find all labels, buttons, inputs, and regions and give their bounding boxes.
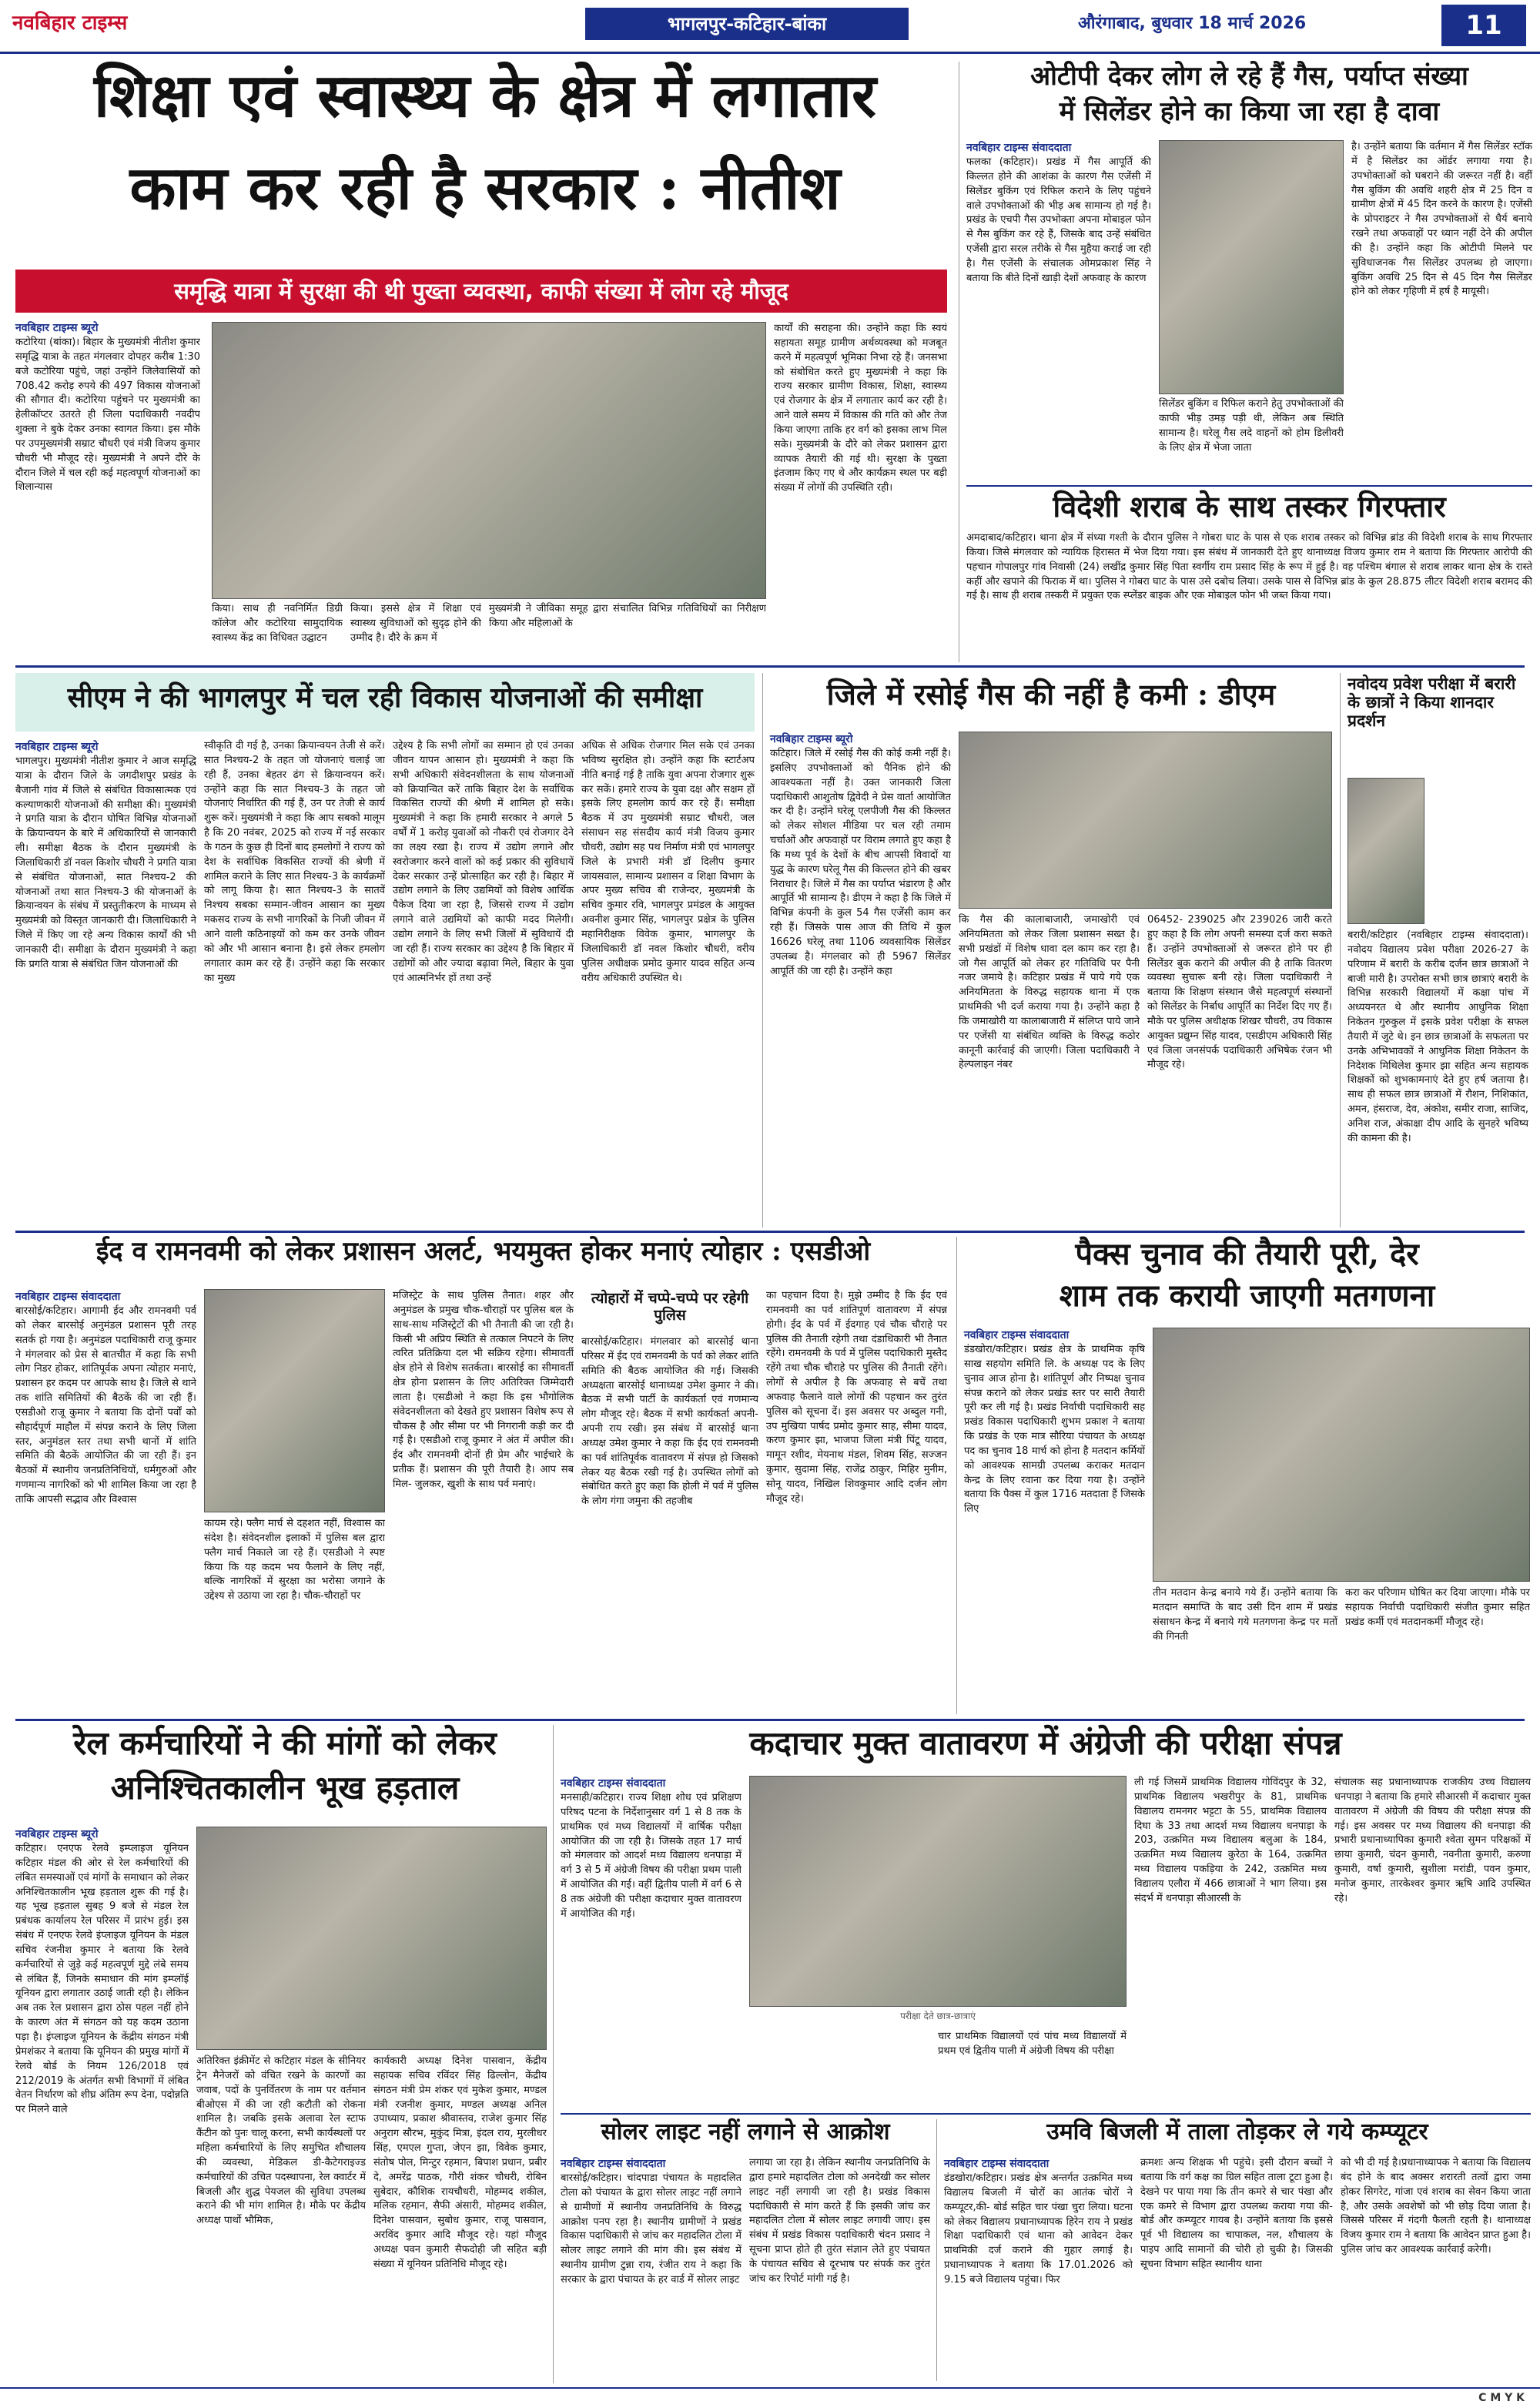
exam-col2: चार प्राथमिक विद्यालयों एवं पांच मध्य विद्यालयों में प्रथम एवं द्वितीय पाली में अंग्रेजी विषय की परीक्षा [938, 2031, 1127, 2057]
pacs-col2: तीन मतदान केन्द्र बनाये गये हैं। उन्होंने बताया कि मतदान समाप्ति के बाद उसी दिन शाम में प्रखंड संसाधन केन्द्र में बनाये गये मतगणना केन्द्र पर मतों की गिनती [1153, 1587, 1337, 1643]
column-divider [553, 1725, 554, 2383]
column-divider [936, 2119, 937, 2381]
masthead-date: औरंगाबाद, बुधवार 18 मार्च 2026 [1078, 14, 1307, 33]
computer-col3: को भी दी गई है।प्रधानाध्यापक ने बताया कि विद्यालय बंद होने के बाद अक्सर शरारती तत्वों द्वारा जमा होकर सिगरेट, गांजा एवं शराब का सेवन किया जाता है, और उसके अवशेषों को भी छोड़ दिया जाता है। जिससे परिसर में गंदगी फैलती रहती है। थानाध्यक्ष विजय कुमार राम ने बताया कि आवेदन प्राप्त हुआ है। पुलिस जांच कर आवश्यक कार्रवाई करेगी। [1341, 2157, 1531, 2256]
exam-col1: मनसाही/कटिहार। राज्य शिक्षा शोध एवं प्रशिक्षण परिषद पटना के निर्देशानुसार वर्ग 1 से 8 तक के प्राथमिक एवं मध्य विद्यालयों में वार्षिक परीक्षा आयोजित की जा रही है। जिसके तहत 17 मार्च को मंगलवार को आदर्श मध्य विद्यालय धनपाड़ा में वर्ग 3 से 5 में अंग्रेजी विषय की परीक्षा प्रथम पाली में आयोजित की गई। वहीं द्वितीय पाली में वर्ग 6 से 8 तक अंग्रेजी की परीक्षा कदाचार मुक्त वातावरण में आयोजित की गई। [561, 1792, 742, 1920]
column-divider [1340, 673, 1341, 1227]
rail-photo-strike [196, 1827, 547, 2050]
pacs-headline-line2: शाम तक करायी जाएगी मतगणना [1059, 1278, 1435, 1314]
lead-col3: किया। इससे क्षेत्र में शिक्षा एवं स्वास्थ्य सुविधाओं को सुदृढ़ होने की उम्मीद है। दौरे के क्रम में [350, 603, 481, 644]
masthead-brand: नवबिहार टाइम्स [12, 12, 128, 35]
cm-review-byline: नवबिहार टाइम्स ब्यूरो [15, 741, 99, 753]
navodaya-headline: नवोदय प्रवेश परीक्षा में बरारी के छात्रों ने किया शानदार प्रदर्शन [1348, 674, 1516, 731]
masthead [0, 0, 1540, 54]
section-rule [15, 1719, 1525, 1721]
otp-col1: फलका (कटिहार)। प्रखंड में गैस आपूर्ति की किल्लत होने की आशंका के कारण गैस एजेंसी में सिलेंडर बुकिंग एवं रिफिल कराने के लिए पहुंचने वाले उपभोक्ताओं की भीड़ अब सामान्य हो गई है। प्रखंड के एचपी गैस उपभोक्ता अपना मोबाइल फोन से गैस बुकिंग कर रहे हैं, जिसके बाद उन्हें संबंधित एजेंसी द्वारा सरल तरीके से गैस मुहैया कराई जा रही है। गैस एजेंसी के संचालक ओमप्रकाश सिंह ने बताया कि बीते दिनों खाड़ी देशों अफवाह के कारण [966, 156, 1151, 284]
footer-rule [0, 2387, 1540, 2389]
lpg-headline: जिले में रसोई गैस की नहीं है कमी : डीएम [826, 677, 1276, 712]
page-number: 11 [1441, 5, 1526, 46]
eid-col3: मजिस्ट्रेट के साथ पुलिस तैनात। शहर और अनुमंडल के प्रमुख चौक-चौराहों पर पुलिस बल के साथ-साथ मजिस्ट्रेटों की भी तैनाती की जा रही है। किसी भी अप्रिय स्थिति से तत्काल निपटने के लिए त्वरित प्रतिक्रिया दल भी सक्रिय रहेगा। सीमावर्ती क्षेत्र होने से विशेष सतर्कता। बारसोई का सीमावर्ती क्षेत्र होना प्रशासन के लिए अतिरिक्त जिम्मेदारी लाता है। एसडीओ ने कहा कि इस भौगोलिक संवेदनशीलता को देखते हुए प्रशासन विशेष रूप से चौकस है और सीमा पर भी निगरानी कड़ी कर दी गई है। एसडीओ राजू कुमार ने अंत में अपील की। ईद और रामनवमी दोनों ही प्रेम और भाईचारे के प्रतीक हैं। प्रशासन की पूरी तैयारी है। आप सब मिल- जुलकर, खुशी के साथ पर्व मनाएं। [393, 1290, 574, 1490]
section-rule [15, 665, 1525, 668]
lead-col5: कार्यों की सराहना की। उन्होंने कहा कि स्वयं सहायता समूह ग्रामीण अर्थव्यवस्था को मजबूत करने में महत्वपूर्ण भूमिका निभा रहे हैं। जनसभा को संबोधित करते हुए मुख्यमंत्री ने कहा कि राज्य सरकार ग्रामीण विकास, शिक्षा, स्वास्थ्य एवं रोजगार के क्षेत्र में लगातार कार्य कर रही है। आने वाले समय में विकास की गति को और तेज किया जाएगा ताकि हर वर्ग को इसका लाभ मिल सके। मुख्यमंत्री के दौरे को लेकर प्रशासन द्वारा व्यापक तैयारी की गई थी। सुरक्षा के पुख्ता इंतजाम किए गए थे और कार्यक्रम स्थल पर बड़ी संख्या में लोगों की उपस्थिति रही। [774, 323, 947, 494]
lpg-col1: कटिहार। जिले में रसोई गैस की कोई कमी नहीं है। इसलिए उपभोक्ताओं को पैनिक होने की आवश्यकता नहीं है। उक्त जानकारी जिला पदाधिकारी आशुतोष द्विवेदी ने प्रेस वार्ता आयोजित कर दी है। उन्होंने घरेलू एलपीजी गैस की किल्लत को लेकर सोशल मीडिया पर चल रही तमाम चर्चाओं और अफवाहों पर विराम लगाते हुए कहा है कि मध्य पूर्व के देशों के बीच आपसी विवादों या युद्ध के कारण घरेलू गैस की किल्लत होने की खबर निराधार है। जिले में गैस का पर्याप्त भंडारण है और आपूर्ति भी सामान्य है। डीएम ने कहा है कि जिले में विभिन्न कंपनी के कुल 54 गैस एजेंसी काम कर रही हैं। जिसके पास आज की तिथि में कुल 16626 घरेलू तथा 1106 व्यवसायिक सिलेंडर उपलब्ध है। मंगलवार को ही 5967 सिलेंडर आपूर्ति की जा रही है। उन्होंने कहा [770, 748, 951, 977]
eid-col1: बारसोई/कटिहार। आगामी ईद और रामनवमी पर्व को लेकर बारसोई अनुमंडल प्रशासन पूरी तरह सतर्क हो गया है। अनुमंडल पदाधिकारी राजू कुमार ने मंगलवार को प्रेस से बातचीत में कहा कि सभी लोग निडर होकर, शांतिपूर्वक अपना त्योहार मनाएं, प्रशासन हर कदम पर आपके साथ है। जिले से थाने तक शांति समितियों की बैठकें की जा रही हैं। एसडीओ राजू कुमार ने बताया कि दोनों पर्वों को सौहार्दपूर्ण माहौल में संपन्न कराने के लिए जिला स्तर, अनुमंडल स्तर तथा सभी थानों में शांति समिति की बैठकें आयोजित की जा रही हैं। इन बैठकों में स्थानीय जनप्रतिनिधियों, धर्मगुरुओं और गणमान्य नागरिकों को भी शामिल किया जा रहा है ताकि आपसी सद्भाव और विश्वास [15, 1305, 196, 1505]
registration-marks: C M Y K [1478, 2392, 1525, 2404]
rail-headline-line2: अनिश्चितकालीन भूख हड़ताल [110, 1769, 460, 1807]
liquor-headline: विदेशी शराब के साथ तस्कर गिरफ्तार [1053, 489, 1446, 524]
rail-col3: कार्यकारी अध्यक्ष दिनेश पासवान, केंद्रीय सहायक सचिव रविंदर सिंह ढिल्लोन, केंद्रीय संगठन मंत्री प्रेम शंकर एवं मुकेश कुमार, मण्डल मंत्री रजनीश कुमार, मण्डल अध्यक्ष अनिल उपाध्याय, प्रकाश श्रीवास्तव, राजेश कुमार सिंह अनुराग सौरभ, मुकुंद मित्रा, इंदल राय, मुरलीधर सिंह, एमएल गुप्ता, जेएन झा, विवेक कुमार, संतोष पोल, मिन्टुर रहमान, बिपाश प्रधान, प्रबीर दे, अमरेंद्र पाठक, गौरी शंकर चौधरी, रोबिन सुबेदार, कौशिक रायचौधरी, मोहम्मद शकील, मलिक रहमान, सैफी अंसारी, मोहम्मद शकील, दिनेश पासवान, सुबोध कुमार, राजू पासवान, अरविंद कुमार आदि मौजूद रहे। यहां मौजूद अध्यक्ष पवन कुमारी सैफदोही जी सहित बड़ी संख्या में यूनियन प्रतिनिधि मौजूद रहे। [373, 2055, 547, 2270]
lpg-photo-press-meet [959, 732, 1332, 909]
exam-headline: कदाचार मुक्त वातावरण में अंग्रेजी की परीक्षा संपन्न [749, 1724, 1342, 1762]
solar-col1: बारसोई/कटिहार। चांदपाडा पंचायत के महादलित टोला को पंचायत के द्वारा सोलर लाइट नहीं लगाने से ग्रामीणों में स्थानीय जनप्रतिनिधि के विरुद्ध आक्रोश पनप रहा है। स्थानीय ग्रामीणों ने प्रखंड विकास पदाधिकारी से जांच कर महादलित टोला में सोलर लाइट लगाने की मांग की। इस संबंध में स्थानीय ग्रामीण टुन्ना राय, रंजीत राय ने कहा कि सरकार के द्वारा पंचायत के हर वार्ड में सोलर लाइट [561, 2172, 742, 2286]
eid-sub-headline: त्योहारों में चप्पे-चप्पे पर रहेगी पुलिस [591, 1290, 749, 1324]
otp-headline-line1: ओटीपी देकर लोग ले रहे हैं गैस, पर्याप्त संख्या [1030, 61, 1468, 92]
pacs-headline-line1: पैक्स चुनाव की तैयारी पूरी, देर [1075, 1236, 1419, 1272]
lead-byline: नवबिहार टाइम्स ब्यूरो [15, 322, 99, 334]
navodaya-photo-students [1348, 778, 1424, 924]
computer-headline: उमवि बिजली में ताला तोड़कर ले गये कम्प्यूटर [1046, 2118, 1428, 2145]
liquor-body: अमदाबाद/कटिहार। थाना क्षेत्र में संध्या गश्ती के दौरान पुलिस ने गोबरा घाट के पास से एक शराब तस्कर को विभिन्न ब्रांड की विदेशी शराब के साथ गिरफ्तार किया। जिसे मंगलवार को न्यायिक हिरासत में भेज दिया गया। इस संबंध में जानकारी देते हुए थानाध्यक्ष विजय कुमार राम ने बताया कि गिरफ्तार आरोपी की पहचान गोपालपुर गांव निवासी (24) लखींद्र कुमार सिंह पिता स्वर्गीय राम प्रसाद सिंह के रूप में हुई है। वह पश्चिम बंगाल से शराब लाकर थाना क्षेत्र के रास्ते कहीं और खपाने की फिराक में था। पुलिस ने गोबरा घाट के पास उसे दबोच लिया। उसके पास से विभिन्न ब्रांड के कुल 28.875 लीटर विदेशी शराब बरामद की गई है। साथ ही शराब तस्करी में प्रयुक्त एक स्प्लेंडर बाइक और एक मोबाइल फोन भी जब्त किया गया। [966, 532, 1532, 602]
lpg-col2: कि गैस की कालाबाजारी, जमाखोरी एवं अनियमितता को लेकर जिला प्रशासन सख्त है। सभी प्रखंडों में विशेष धावा दल काम कर रहा है। जो गैस आपूर्ति को लेकर हर गतिविधि पर पैनी नजर जमाये है। कटिहार प्रखंड में पाये गये एक अनियमितता के विरुद्ध सहायक थाना में एक प्राथमिकी भी दर्ज कराया गया है। उन्होंने कहा है कि जमाखोरी या कालाबाजारी में संलिप्त पाये जाने पर एजेंसी या संबंधित व्यक्ति के विरुद्ध कठोर कानूनी कार्रवाई की जाएगी। जिला पदाधिकारी ने हेल्पलाइन नंबर [959, 914, 1140, 1071]
eid-byline: नवबिहार टाइम्स संवाददाता [15, 1291, 121, 1303]
solar-headline: सोलर लाइट नहीं लगाने से आक्रोश [601, 2118, 890, 2145]
cm-review-col2: स्वीकृति दी गई है, उनका क्रियान्वयन तेजी से करें। सात निश्चय-2 के तहत जो योजनाएं चलाई जा रही हैं, उनका बेहतर ढंग से क्रियान्वयन करें। उन्होंने कहा कि सात निश्चय-3 के तहत जो योजनाएं निर्धारित की गई हैं, उन पर तेजी से कार्य शुरू करें। मुख्यमंत्री ने कहा कि आप सबको मालूम है कि 20 नवंबर, 2025 को राज्य में नई सरकार के गठन के कुछ ही दिनों बाद हमलोगों ने राज्य को देश के सर्वाधिक विकसित राज्यों की श्रेणी में शामिल कराने के लिए सात निश्चय-3 के कार्यक्रमों को लागू किया है। सात निश्चय-3 के सातवें निश्चय सबका सम्मान-जीवन आसान का मुख्य मकसद राज्य के सभी नागरिकों के निजी जीवन में आने वाली कठिनाइयों को कम कर उनके जीवन को और भी आसान बनाना है। इसे लेकर हमलोग लगातार काम कर रहे हैं। उन्होंने कहा कि सरकार का मुख्य [204, 740, 385, 984]
otp-photo-gas-stove [1159, 140, 1344, 394]
lead-col4: मुख्यमंत्री ने जीविका समूह द्वारा संचालित विभिन्न गतिविधियों का निरीक्षण किया और महिलाओं के [489, 603, 766, 629]
solar-byline: नवबिहार टाइम्स संवाददाता [561, 2158, 666, 2170]
lead-photo-cm-stage [212, 322, 766, 599]
exam-photo-students [749, 1776, 1127, 2007]
eid-col5: का पहचान दिया है। मुझे उम्मीद है कि ईद एवं रामनवमी का पर्व शांतिपूर्ण वातावरण में संपन्न होगी। ईद के पर्व में ईदगाह एवं चौक चौराहे पर पुलिस की तैनाती रहेगी तथा दंडाधिकारी भी तैनात रहेंगे। रामनवमी के पर्व में पुलिस पदाधिकारी मुस्तैद रहेंगे तथा चौक चौराहे पर पुलिस की तैनाती रहेंगे। लोगों से अपील है कि अफवाह से बचें तथा अफवाह फैलाने वाले लोगों की पहचान कर तुरंत पुलिस को सूचना दें। इस अवसर पर अब्दुल गनी, उप मुखिया पार्षद प्रमोद कुमार साह, सीमा यादव, करण कुमार झा, भाजपा जिला मंत्री पिंटू यादव, मामून रशीद, मेयनाथ मंडल, शिवम सिंह, सज्जन कुमार, सुदामा सिंह, राजेंद्र ठाकुर, मिहिर मुनीम, सोनू यादव, निखिल शिवकुमार आदि दर्जन लोग मौजूद रहे। [766, 1290, 947, 1505]
pacs-photo-counting [1153, 1328, 1530, 1582]
otp-headline-line2: में सिलेंडर होने का किया जा रहा है दावा [1059, 96, 1440, 127]
cm-review-col3: उद्देश्य है कि सभी लोगों का सम्मान हो एवं उनका जीवन यापन आसान हो। मुख्यमंत्री ने कहा कि सभी अधिकारी संवेदनशीलता के साथ योजनाओं को क्रियान्वित करें ताकि बिहार देश के सर्वाधिक विकसित राज्यों की श्रेणी में शामिल हो सके। मुख्यमंत्री ने कहा कि हमारी सरकार ने अगले 5 वर्षों में 1 करोड़ युवाओं को नौकरी एवं रोजगार देने का लक्ष्य रखा है। राज्य में उद्योग लगाने और स्वरोजगार करने वालों को कई प्रकार की सुविधायें देकर सरकार उन्हें प्रोत्साहित कर रही है। बिहार में उद्योग लगाने के लिए उद्यमियों को विशेष आर्थिक पैकेज दिया जा रहा है, जिससे राज्य में उद्योग लगाने वाले उद्यमियों को काफी मदद मिलेगी। उद्योग लगाने के लिए सभी जिलों में सुविधायें दी जा रही हैं। राज्य सरकार का उद्देश्य है कि बिहार में उद्योगों को और ज्यादा बढ़ावा मिले, बिहार के युवा एवं आत्मनिर्भर हों तथा उन्हें [393, 740, 574, 984]
eid-col4: बारसोई/कटिहार। मंगलवार को बारसोई थाना परिसर में ईद एवं रामनवमी के पर्व को लेकर शांति समिति की बैठक आयोजित की गई। जिसकी अध्यक्षता बारसोई थानाध्यक्ष उमेश कुमार ने की। बैठक में सभी पार्टी के कार्यकर्ता एवं गणमान्य लोग मौजूद रहे। बैठक में सभी कार्यकर्ता अपनी-अपनी राय रखी। इस संबंध में बारसोई थाना अध्यक्ष उमेश कुमार ने कहा कि ईद एवं रामनवमी का पर्व शांतिपूर्वक वातावरण में संपन्न हो जिसको लेकर यह बैठक रखी गई है। उपस्थित लोगों को संबोधित करते हुए कहा कि होली में पर्व में पुलिस के लोग गंगा जमुना की तहजीब [581, 1336, 758, 1508]
pacs-byline: नवबिहार टाइम्स संवाददाता [964, 1329, 1070, 1341]
exam-byline: नवबिहार टाइम्स संवाददाता [561, 1777, 666, 1790]
cm-review-col1: भागलपुर। मुख्यमंत्री नीतीश कुमार ने आज समृद्धि यात्रा के दौरान जिले के जगदीशपुर प्रखंड के बैजानी गांव में जिले से संबंधित विकासात्मक एवं कल्याणकारी योजनाओं की समीक्षा की। मुख्यमंत्री ने प्रगति यात्रा के दौरान घोषित विभिन्न योजनाओं के क्रियान्वयन के बारे में अधिकारियों से जानकारी ली। समीक्षा बैठक के दौरान मुख्यमंत्री के जिलाधिकारी डॉ नवल किशोर चौधरी ने प्रगति यात्रा से संबंधित योजनाओं, सात निश्चय-2 की योजनाओं तथा सात निश्चय-3 की योजनाओं के क्रियान्वयन के संबंध में प्रस्तुतीकरण के माध्यम से मुख्यमंत्री को विस्तृत जानकारी दी। जिलाधिकारी ने जिले में किए जा रहे अन्य विकास कार्यों की भी जानकारी दी। समीक्षा के दौरान मुख्यमंत्री ने कहा कि प्रगति यात्रा से संबंधित जिन योजनाओं की [15, 755, 196, 970]
cm-review-headline: सीएम ने की भागलपुर में चल रही विकास योजनाओं की समीक्षा [67, 682, 703, 714]
lead-headline-line1: शिक्षा एवं स्वास्थ्य के क्षेत्र में लगातार [94, 61, 876, 131]
rail-col2: अतिरिक्त इंक्रीमेंट से कटिहार मंडल के सीनियर ट्रेन मैनेजरों को वंचित रखने के कारणों का जवाब, पदों के पुनर्वितरण के नाम पर वर्तमान बीओएस में की जा रही कटौती को रोकना शामिल है। जबकि इसके अलावा रेल स्टाफ कैंटीन को पुनः चालू करना, सभी कार्यस्थलों पर महिला कर्मचारियों के लिए समुचित शौचालय की व्यवस्था, मेडिकल डी-कैटेगराइज्ड कर्मचारियों की उचित पदस्थापना, रेल क्वार्टर में बिजली और शुद्ध पेयजल की सुविधा उपलब्ध कराने की भी मांग शामिल है। मौके पर केंद्रीय अध्यक्ष पार्थो भौमिक, [196, 2055, 366, 2227]
eid-headline: ईद व रामनवमी को लेकर प्रशासन अलर्ट, भयमुक्त होकर मनाएं त्योहार : एसडीओ [95, 1236, 871, 1267]
lead-col1: कटोरिया (बांका)। बिहार के मुख्यमंत्री नीतीश कुमार समृद्धि यात्रा के तहत मंगलवार दोपहर करीब 1:30 बजे कटोरिया पहुंचे, जहां उन्होंने जिलेवासियों को 708.42 करोड़ रुपये की 497 विकास योजनाओं की सौगात दी। कटोरिया पहुंचने पर मुख्यमंत्री का हेलीकॉप्टर उतरते ही जिला पदाधिकारी नवदीप शुक्ला ने बुके देकर उनका स्वागत किया। इस मौके पर उपमुख्यमंत्री सम्राट चौधरी एवं मंत्री विजय कुमार चौधरी भी मौजूद रहे। मुख्यमंत्री ने अपने दौरे के दौरान जिले में चल रही कई महत्वपूर्ण योजनाओं का शिलान्यास [15, 337, 200, 494]
computer-col1: डंडखोरा/कटिहार। प्रखंड क्षेत्र अन्तर्गत उत्क्रमित मध्य विद्यालय बिजली में चोरों का आतंक चोरों ने कम्प्यूटर,की- बोर्ड सहित चार पंखा चुरा लिया। घटना को लेकर विद्यालय प्रधानाध्यापक हिरेन राय ने प्रखंड शिक्षा पदाधिकारी एवं थाना को आवेदन देकर प्राथमिकी दर्ज कराने की गुहार लगाई है। प्रधानाध्यापक ने बताया कि 17.01.2026 को 9.15 बजे विद्यालय पहुंचा। फिर [944, 2172, 1133, 2286]
rail-col1: कटिहार। एनएफ रेलवे इम्प्लाइज यूनियन कटिहार मंडल की ओर से रेल कर्मचारियों की लंबित समस्याओं एवं मांगों के समाधान को लेकर अनिश्चितकालीन भूख हड़ताल शुरू की गई है। यह भूख हड़ताल सुबह 9 बजे से मंडल रेल प्रबंधक कार्यालय रेल परिसर में प्रारंभ हुई। इस संबंध में एनएफ रेलवे इंप्लाइज यूनियन के मंडल सचिव रंजनीश कुमार ने बताया कि रेलवे कर्मचारियों से जुड़े कई महत्वपूर्ण मुद्दे लंबे समय से लंबित हैं, जिनके समाधान की मांग इम्प्लॉई यूनियन द्वारा लगातार उठाई जाती रही है। लेकिन अब तक रेल प्रशासन द्वारा ठोस पहल नहीं होने के कारण अंत में संगठन को यह कदम उठाना पड़ा है। इंप्लाइज यूनियन के केंद्रीय संगठन मंत्री प्रेमशंकर ने बताया कि यूनियन की प्रमुख मांगों में रेलवे बोर्ड के नियम 126/2018 एवं 212/2019 के अंतर्गत सभी विभागों में लंबित वेतन निर्धारण को शीघ्र अंतिम रूप देना, पदोन्नति पर मिलने वाले [15, 1843, 189, 2116]
lead-headline-line2: काम कर रही है सरकार : नीतीश [129, 153, 841, 223]
lpg-col3: 06452- 239025 और 239026 जारी करते हुए कहा है कि लोग अपनी समस्या दर्ज करा सकते हैं। उन्होंने उपभोक्ताओं से जरूरत होने पर ही सिलेंडर बुक कराने की अपील की है ताकि वितरण व्यवस्था सुचारू बनी रहे। जिला पदाधिकारी ने बताया कि शिक्षण संस्थान जैसे महत्वपूर्ण संस्थानों को सिलेंडर के निर्बाध आपूर्ति का निर्देश दिए गए हैं। मौके पर पुलिस अधीक्षक शिखर चौधरी, उप विकास आयुक्त प्रद्युम्न सिंह यादव, एसडीएम अधिकारी सिंह एवं जिला जनसंपर्क पदाधिकारी अभिषेक रंजन भी मौजूद रहे। [1147, 914, 1332, 1071]
eid-col2: कायम रहे। फ्लैग मार्च से दहशत नहीं, विश्वास का संदेश है। संवेदनशील इलाकों में पुलिस बल द्वारा फ्लैग मार्च निकाले जा रहे हैं। एसडीओ ने स्पष्ट किया कि यह कदम भय फैलाने के लिए नहीं, बल्कि नागरिकों में सुरक्षा का भरोसा जगाने के उद्देश्य से उठाया जा रहा है। चौक-चौराहों पर [204, 1518, 385, 1603]
masthead-section: भागलपुर-कटिहार-बांका [585, 8, 909, 40]
pacs-col1: डंडखोरा/कटिहार। प्रखंड क्षेत्र के प्राथमिक कृषि साख सहयोग समिति लि. के अध्यक्ष पद के लिए चुनाव आज होना है। शांतिपूर्ण और निष्पक्ष चुनाव संपन्न कराने को लेकर प्रखंड स्तर पर सारी तैयारी पूरी कर ली गई है। प्रखंड निर्वाची पदाधिकारी सह प्रखंड विकास पदाधिकारी शुभम प्रकाश ने बताया कि प्रखंड के एक मात्र सौरिया पंचायत के अध्यक्ष पद का चुनाव 18 मार्च को होना है मतदान कर्मियों को आवश्यक सामग्री उपलब्ध कराकर मतदान केन्द्र के लिए रवाना कर दिया गया है। उन्होंने बताया कि पैक्स में कुल 1716 मतदाता हैं जिसके लिए [964, 1344, 1145, 1515]
computer-byline: नवबिहार टाइम्स संवाददाता [944, 2158, 1050, 2170]
navodaya-body: बरारी/कटिहार (नवबिहार टाइम्स संवाददाता)। नवोदय विद्यालय प्रवेश परीक्षा 2026-27 के परिणाम में बरारी के करीब दर्जन छात्र छात्राओं ने बाजी मारी है। उपरोक्त सभी छात्र छात्राएं बरारी के विभिन्न सरकारी विद्यालयों में कक्षा पांच में अध्ययनरत थे और स्थानीय आधुनिक शिक्षा निकेतन गुरुकुल में इसके प्रवेश परीक्षा के सफल तैयारी में जुटे थे। इन छात्र छात्राओं के सफलता पर उनके अभिभावकों ने आधुनिक शिक्षा निकेतन के निदेशक मिथिलेश कुमार झा सहित अन्य सहायक शिक्षकों को शुभकामनाएं देते हुए हर्ष जताया है। साथ ही सफल छात्र छात्राओं में रौशन, निशिकांत, अमन, हंसराज, देव, अंकोश, समीर राजा, साजिद, अनिश राज, अंकाक्षा दीप आदि के सुनहरे भविष्य की कामना की है। [1348, 929, 1528, 1144]
exam-col4: संचालक सह प्रधानाध्यापक राजकीय उच्च विद्यालय धनपाड़ा ने बताया कि हमारे सीआरसी में कदाचार मुक्त वातावरण में अंग्रेजी की विषय की परीक्षा संपन्न की गई। इस अवसर पर मध्य विद्यालय की धनपाड़ा की प्रभारी प्रधानाध्यापिका कुमारी श्वेता सुमन परिक्षकों में छाया कुमारी, चंदन कुमारी, नवनीता कुमारी, करुणा कुमारी, वर्षा कुमारी, सुशीला मरांडी, पवन कुमार, मनोज कुमार, तारकेश्वर कुमार ऋषि आदि उपस्थित रहे। [1334, 1777, 1531, 1904]
cm-review-col4: अधिक से अधिक रोजगार मिल सके एवं उनका भविष्य सुरक्षित हो। उन्होंने कहा कि स्टार्टअप नीति बनाई गई है ताकि युवा अपना रोजगार शुरू कर सकें। हमारे राज्य के युवा दक्ष और सक्षम हों इसके लिए हमलोग कार्य कर रहे हैं। समीक्षा बैठक में उप मुख्यमंत्री सम्राट चौधरी, जल संसाधन सह संसदीय कार्य मंत्री विजय कुमार चौधरी, उद्योग सह पथ निर्माण मंत्री एवं भागलपुर जिले के प्रभारी मंत्री डॉ दिलीप कुमार जायसवाल, सामान्य प्रशासन व शिक्षा विभाग के अपर मुख्य सचिव बी राजेन्दर, मुख्यमंत्री के सचिव कुमार रवि, भागलपुर प्रमंडल के आयुक्त अवनीश कुमार सिंह, भागलपुर प्रक्षेत्र के पुलिस महानिरीक्षक विवेक कुमार, भागलपुर के जिलाधिकारी डॉ नवल किशोर चौधरी, वरीय पुलिस अधीक्षक प्रमोद कुमार यादव सहित अन्य वरीय अधिकारी उपस्थित थे। [581, 740, 755, 984]
solar-col2: लगाया जा रहा है। लेकिन स्थानीय जनप्रतिनिधि के द्वारा हमारे महादलित टोला को अनदेखी कर सोलर लाइट नहीं लगायी जा रही है। प्रखंड विकास पदाधिकारी से मांग करते हैं कि इसकी जांच कर महादलित टोला में सोलर लाइट लगायी जाए। इस संबंध में प्रखंड विकास पदाधिकारी चंदन प्रसाद ने सूचना प्राप्त होते ही तुरंत संज्ञान लेते हुए पंचायत के पंचायत सचिव से दूरभाष पर संपर्क कर तुरंत जांच कर रिपोर्ट मांगी गई है। [749, 2157, 930, 2285]
section-rule [561, 2113, 1531, 2115]
column-divider [762, 673, 763, 1227]
otp-byline: नवबिहार टाइम्स संवाददाता [966, 142, 1072, 154]
exam-caption: परीक्षा देते छात्र-छात्राएं [900, 2011, 976, 2021]
eid-photo-sdo [204, 1289, 385, 1512]
rail-headline-line1: रेल कर्मचारियों ने की मांगों को लेकर [73, 1724, 497, 1762]
section-rule [15, 1231, 1525, 1233]
column-divider [956, 1237, 957, 1714]
otp-col2: सिलेंडर बुकिंग व रिफिल कराने हेतु उपभोक्ताओं की काफी भीड़ उमड़ पड़ी थी, लेकिन अब स्थिति सामान्य है। घरेलू गैस लदे वाहनों को होम डिलीवरी के लिए क्षेत्र में भेजा जाता [1159, 398, 1344, 454]
section-rule [966, 485, 1532, 487]
otp-col3: है। उन्होंने बताया कि वर्तमान में गैस सिलेंडर स्टॉक में है सिलेंडर का ऑर्डर लगाया गया है। उपभोक्ताओं को घबराने की जरूरत नहीं है। वहीं गैस बुकिंग की अवधि शहरी क्षेत्र में 25 दिन व ग्रामीण क्षेत्रों में 45 दिन करने के कारण है। एजेंसी के प्रोपराइटर ने गैस उपभोक्ताओं से धैर्य बनाये रखने तथा अफवाहों पर ध्यान नहीं देने की अपील की है। उन्होंने कहा कि ओटीपी मिलने पर सुविधाजनक गैस सिलेंडर उपलब्ध हो जाएगा। बुकिंग अवधि 25 दिन से 45 दिन गैस सिलेंडर होने को लेकर गृहिणी में हर्ष है मायूसी। [1351, 141, 1532, 298]
computer-col2: क्रमशः अन्य शिक्षक भी पहुंचे। इसी दौरान बच्चों ने बताया कि वर्ग कक्ष का ग्रिल सहित ताला टूटा हुआ है। देखने पर पाया गया कि तीन कमरे से चार पंखा और एक कमरे से विभाग द्वारा उपलब्ध कराया गया की-बोर्ड और कम्प्यूटर गायब है। उन्होंने बताया कि इससे पूर्व भी विद्यालय का चापाकल, नल, शौचालय के पाइप आदि सामानों की चोरी हो चुकी है। जिसकी सूचना विभाग सहित स्थानीय थाना [1140, 2157, 1333, 2270]
rail-byline: नवबिहार टाइम्स ब्यूरो [15, 1828, 99, 1840]
pacs-col3: करा कर परिणाम घोषित कर दिया जाएगा। मौके पर सहायक निर्वाची पदाधिकारी संजीत कुमार सहित प्रखंड कर्मी एवं मतदानकर्मी मौजूद रहे। [1345, 1587, 1530, 1628]
lpg-byline: नवबिहार टाइम्स ब्यूरो [770, 733, 853, 745]
lead-banner: समृद्धि यात्रा में सुरक्षा की थी पुख्ता व्यवस्था, काफी संख्या में लोग रहे मौजूद [15, 270, 947, 313]
exam-col3: ली गई जिसमें प्राथमिक विद्यालय गोविंदपुर के 32, प्राथमिक विद्यालय भखरीपुर के 81, प्राथमिक विद्यालय रामनगर भट्टटा के 55, प्राथमिक विद्यालय दिघा के 33 तथा आदर्श मध्य विद्यालय धनपाड़ा के 203, उत्क्रमित मध्य विद्यालय बलुआ के 184, उत्क्रमित मध्य विद्यालय कुरेठा के 164, उत्क्रमित मध्य विद्यालय पकड़िया के 242, उत्क्रमित मध्य विद्यालय एलौरा में 466 छात्राओं ने भाग लिया। इस संदर्भ में धनपाड़ा सीआरसी के [1134, 1777, 1327, 1904]
lead-col2: किया। साथ ही नवनिर्मित डिग्री कॉलेज और कटोरिया सामुदायिक स्वास्थ्य केंद्र का विधिवत उद्घाटन [212, 603, 343, 644]
